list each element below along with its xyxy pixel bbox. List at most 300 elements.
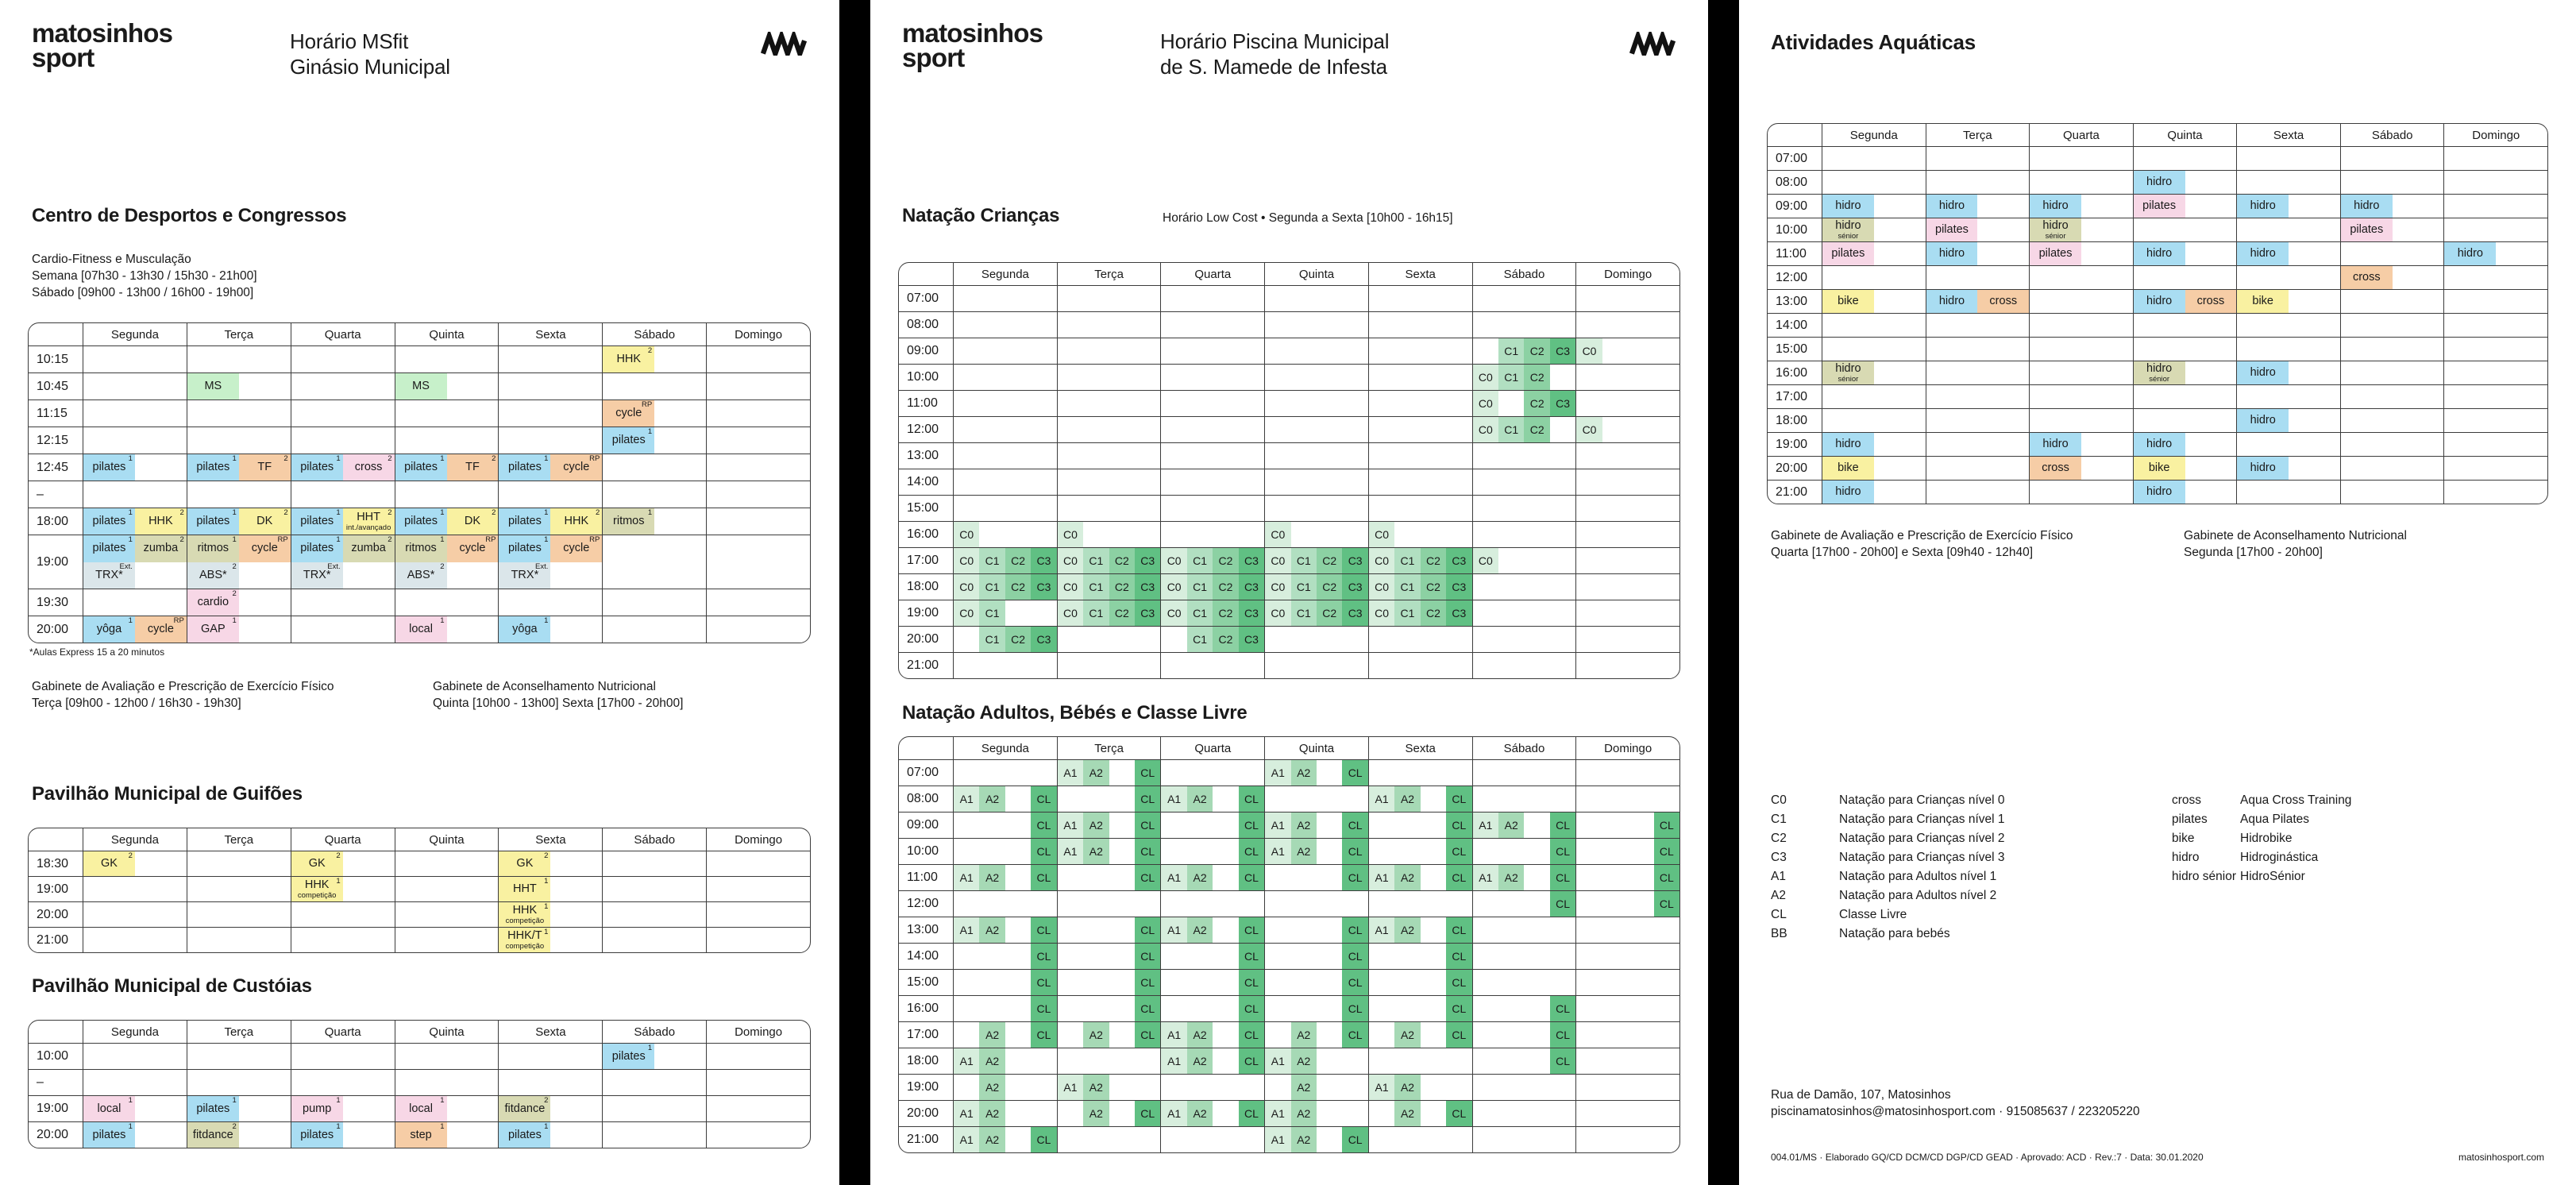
day-cell (1368, 760, 1472, 785)
day-cell (83, 481, 187, 508)
activity-label: C2 (1322, 580, 1337, 593)
time-label: 13:00 (1776, 294, 1808, 308)
table-row (29, 1095, 810, 1121)
activity-label: CL (1140, 766, 1155, 779)
day-cell (1472, 1048, 1576, 1074)
activity-chip (1265, 813, 1290, 838)
activity-chip (1926, 290, 1978, 313)
activity-label: C2 (1114, 554, 1129, 567)
activity-label: MS (412, 380, 430, 392)
legend-row (2172, 848, 2351, 867)
day-cell (1264, 996, 1368, 1021)
day-cell (291, 928, 395, 952)
activity-chip (395, 373, 447, 400)
legend-abbr: CL (1771, 908, 1787, 921)
day-cell (1160, 574, 1264, 600)
day-header: Segunda (953, 737, 1057, 759)
activity-label: C2 (1425, 554, 1440, 567)
table-row (899, 995, 1679, 1021)
activity-label: CL (1036, 1028, 1051, 1041)
activity-superscript: 2 (336, 851, 341, 860)
activity-chip (395, 1122, 447, 1148)
day-cell (1368, 1048, 1472, 1074)
day-cell (187, 928, 291, 952)
activity-label: pilates (92, 515, 126, 527)
activity-label: CL (1556, 818, 1571, 832)
day-cell (1160, 1127, 1264, 1152)
day-cell (291, 508, 395, 535)
legend-abbr: A1 (1771, 870, 1786, 883)
activity-chip (83, 851, 135, 876)
time-label: 21:00 (907, 658, 939, 672)
time-label: 14:00 (907, 475, 939, 488)
time-label: 11:15 (37, 406, 67, 420)
day-cell (1057, 813, 1161, 838)
day-cell (953, 443, 1057, 469)
day-cell (1057, 944, 1161, 969)
day-cell (187, 851, 291, 876)
day-cell (1160, 891, 1264, 917)
day-cell (1472, 312, 1576, 338)
activity-chip (1187, 1048, 1213, 1074)
activity-label: A1 (959, 870, 974, 884)
activity-label: A1 (1271, 1106, 1285, 1120)
activity-chip (1161, 1048, 1186, 1074)
day-cell (291, 1122, 395, 1148)
time-label: 16:00 (907, 1002, 939, 1015)
activity-chip (1342, 917, 1367, 943)
activity-label: C2 (1218, 554, 1233, 567)
activity-label: pilates (92, 461, 126, 473)
table-row (899, 917, 1679, 943)
day-cell (395, 1096, 499, 1121)
activity-label: A2 (1089, 1106, 1103, 1120)
time-label: 13:00 (907, 449, 939, 462)
gym-info-line: Semana [07h30 - 13h30 / 15h30 - 21h00] (32, 269, 257, 283)
day-cell (1822, 218, 1926, 241)
activity-chip (1550, 1022, 1575, 1048)
day-cell (706, 427, 810, 454)
day-cell (1472, 917, 1576, 943)
day-cell (1057, 760, 1161, 785)
day-cell (83, 1044, 187, 1069)
matosinhos-mm-logo-icon (1629, 32, 1676, 56)
day-header: Sábado (1472, 737, 1576, 759)
section-title-cdc: Centro de Desportos e Congressos (32, 205, 347, 226)
activity-chip (499, 1096, 550, 1121)
day-cell (1575, 365, 1679, 390)
day-cell (83, 877, 187, 901)
table-row (899, 338, 1679, 364)
day-cell (1160, 469, 1264, 495)
activity-chip (1135, 813, 1160, 838)
day-cell (706, 400, 810, 427)
activity-chip (979, 1075, 1005, 1100)
activity-chip (1822, 457, 1874, 480)
activity-label: pilates (507, 515, 542, 527)
activity-label: CL (1244, 1002, 1259, 1015)
activity-label: CL (1348, 844, 1363, 858)
activity-chip (343, 535, 395, 562)
activity-label: CL (1556, 1002, 1571, 1015)
activity-chip (1446, 813, 1471, 838)
activity-label: C0 (1375, 527, 1390, 541)
day-cell (1264, 1048, 1368, 1074)
day-header: Terça (1057, 737, 1161, 759)
activity-label: C1 (1089, 606, 1104, 620)
activity-label: C3 (1244, 554, 1259, 567)
day-cell (1264, 627, 1368, 652)
activity-label: C3 (1244, 580, 1259, 593)
activity-chip (187, 535, 239, 562)
activity-chip (1291, 760, 1317, 785)
time-label: 10:00 (907, 844, 939, 858)
activity-chip (343, 508, 395, 535)
activity-chip (499, 928, 550, 952)
activity-label: A2 (1089, 818, 1103, 832)
activity-superscript: 1 (544, 902, 549, 911)
legend-abbr: bike (2172, 832, 2195, 845)
activity-label: CL (1140, 1106, 1155, 1120)
day-cell (498, 1070, 602, 1095)
table-row (899, 969, 1679, 995)
activity-label: C3 (1348, 554, 1363, 567)
corner-cell (29, 323, 83, 345)
day-cell (2443, 385, 2547, 408)
table-header-row (1768, 124, 2547, 146)
day-cell (1057, 600, 1161, 626)
day-cell (1264, 548, 1368, 573)
corner-cell (29, 828, 83, 851)
activity-chip (1524, 417, 1549, 442)
day-cell (2443, 218, 2547, 241)
section-title-aqua: Atividades Aquáticas (1771, 30, 1976, 54)
day-cell (953, 786, 1057, 812)
day-cell (2133, 457, 2237, 480)
activity-label: A2 (1400, 792, 1415, 805)
activity-superscript: 2 (388, 508, 392, 517)
activity-chip (1394, 1022, 1420, 1048)
activity-label: CL (1348, 870, 1363, 884)
day-cell (1575, 786, 1679, 812)
activity-chip (1446, 996, 1471, 1021)
table-row (29, 876, 810, 901)
activity-chip (1446, 574, 1471, 600)
activity-label: CL (1348, 975, 1363, 989)
activity-label: TRX* (95, 568, 123, 581)
day-cell (187, 427, 291, 454)
day-cell (602, 902, 706, 927)
activity-chip (2341, 218, 2393, 241)
activity-label: A2 (1193, 1054, 1207, 1067)
activity-label: C3 (1036, 580, 1051, 593)
day-cell (1057, 391, 1161, 416)
activity-label: CL (1556, 1028, 1571, 1041)
legend-row (2172, 829, 2351, 848)
activity-label: C1 (985, 632, 1000, 646)
day-cell (498, 616, 602, 643)
day-cell (1057, 891, 1161, 917)
legend-abbr: C1 (1771, 813, 1787, 826)
day-cell (1057, 286, 1161, 311)
day-cell (2029, 457, 2133, 480)
activity-chip (83, 1096, 135, 1121)
day-header: Sábado (2340, 124, 2444, 146)
day-cell (602, 589, 706, 616)
day-cell (1575, 443, 1679, 469)
activity-label: hidro (2250, 414, 2276, 427)
activity-chip (1031, 786, 1056, 812)
activity-superscript: 2 (492, 508, 496, 517)
activity-label: A2 (1089, 766, 1103, 779)
day-cell (1160, 760, 1264, 785)
activity-chip (291, 508, 343, 535)
activity-superscript: 1 (544, 877, 549, 886)
activity-label: HHT (512, 882, 537, 895)
activity-label: C0 (1271, 527, 1286, 541)
day-cell (1575, 760, 1679, 785)
legend-desc: Hidrobike (2240, 832, 2293, 845)
activity-chip (1977, 290, 2029, 313)
gab-avaliacao-block (1771, 527, 2073, 561)
day-cell (953, 391, 1057, 416)
day-cell (395, 508, 499, 535)
corner-cell (899, 263, 953, 285)
day-cell (83, 928, 187, 952)
activity-label: hidro (2042, 199, 2069, 212)
day-cell (2133, 147, 2237, 170)
activity-chip (395, 562, 447, 589)
activity-label: A1 (1271, 818, 1285, 832)
activity-chip (187, 616, 239, 643)
activity-chip (1291, 1048, 1317, 1074)
day-header: Sexta (498, 1021, 602, 1043)
day-cell (1264, 760, 1368, 785)
lowcost-note: Horário Low Cost • Segunda a Sexta [10h00 - 16h15] (1163, 211, 1453, 225)
day-cell (706, 589, 810, 616)
day-cell (1160, 496, 1264, 521)
day-cell (706, 1096, 810, 1121)
day-cell (1264, 813, 1368, 838)
activity-label: A2 (1297, 1133, 1311, 1146)
day-cell (187, 346, 291, 372)
day-cell (498, 1096, 602, 1121)
activity-chip (1135, 548, 1160, 573)
activity-sublabel: competição (505, 941, 545, 951)
table-header-row (29, 1021, 810, 1043)
activity-chip (447, 454, 499, 481)
day-cell (2443, 147, 2547, 170)
day-cell (2236, 409, 2340, 432)
activity-label: HHK (564, 515, 589, 527)
day-cell (706, 851, 810, 876)
activity-label: A1 (1271, 1133, 1285, 1146)
activity-chip (1822, 218, 1874, 241)
activity-chip (1213, 574, 1238, 600)
day-cell (1575, 1127, 1679, 1152)
day-cell (395, 535, 499, 589)
activity-label: HHK (512, 903, 538, 917)
activity-chip (2237, 195, 2289, 218)
day-cell (953, 627, 1057, 652)
day-cell (2236, 195, 2340, 218)
activity-label: ABS* (199, 568, 227, 581)
day-cell (1575, 574, 1679, 600)
time-label: 19:00 (907, 1080, 939, 1094)
day-cell (395, 1070, 499, 1095)
activity-label: C2 (1011, 632, 1026, 646)
day-cell (1368, 1022, 1472, 1048)
time-label: 18:00 (907, 580, 939, 593)
activity-label: C0 (1478, 396, 1493, 410)
activity-chip (83, 562, 135, 589)
activity-chip (2237, 242, 2289, 265)
day-cell (953, 970, 1057, 995)
legend-row (1771, 810, 2005, 829)
gab-avaliacao-block (32, 678, 334, 712)
day-cell (1822, 242, 1926, 265)
activity-label: C2 (1322, 606, 1337, 620)
activity-chip (499, 508, 550, 535)
activity-chip (1213, 627, 1238, 652)
activity-label: A1 (959, 1133, 974, 1146)
day-cell (2029, 385, 2133, 408)
time-label: 10:45 (37, 379, 69, 393)
time-label: 12:15 (37, 433, 69, 447)
guifoes-schedule-table (28, 828, 811, 953)
day-cell (1368, 522, 1472, 547)
day-cell (395, 400, 499, 427)
day-cell (1472, 653, 1576, 678)
activity-label: pilates (1935, 223, 1969, 236)
table-row (1768, 241, 2547, 265)
activity-label: pilates (404, 461, 438, 473)
activity-superscript: 1 (440, 1096, 445, 1105)
day-header: Domingo (706, 1021, 810, 1043)
activity-chip (1369, 548, 1394, 573)
day-cell (1368, 496, 1472, 521)
day-cell (1160, 944, 1264, 969)
activity-chip (2030, 242, 2081, 265)
activity-label: C3 (1244, 606, 1259, 620)
day-cell (1160, 627, 1264, 652)
day-cell (953, 1022, 1057, 1048)
activity-label: CL (1036, 792, 1051, 805)
section-title-criancas: Natação Crianças (902, 205, 1060, 226)
day-cell (1472, 944, 1576, 969)
activity-chip (135, 616, 187, 643)
activity-label: A2 (1193, 1028, 1207, 1041)
time-label: 20:00 (1776, 461, 1808, 475)
activity-label: yôga (96, 623, 122, 635)
day-cell (1264, 365, 1368, 390)
day-cell (1368, 443, 1472, 469)
day-cell (1160, 1048, 1264, 1074)
table-row (29, 1043, 810, 1069)
day-header: Quarta (1160, 737, 1264, 759)
time-label: 12:00 (1776, 270, 1808, 284)
legend-abbr: BB (1771, 927, 1787, 940)
legend-desc: Natação para bebés (1839, 927, 1950, 940)
day-cell (1057, 548, 1161, 573)
day-cell (2133, 314, 2237, 337)
table-row (899, 285, 1679, 311)
activity-chip (1446, 548, 1471, 573)
activity-label: hidro (1835, 485, 1861, 498)
day-cell (1057, 786, 1161, 812)
day-cell (1575, 1075, 1679, 1100)
activity-chip (1473, 548, 1498, 573)
activity-chip (1031, 996, 1056, 1021)
activity-chip (979, 1101, 1005, 1126)
address-line: Rua de Damão, 107, Matosinhos (1771, 1088, 1951, 1102)
activity-chip (954, 600, 979, 626)
activity-chip (1109, 548, 1135, 573)
day-cell (498, 877, 602, 901)
day-cell (953, 839, 1057, 864)
activity-label: pump (303, 1102, 332, 1115)
day-cell (1368, 786, 1472, 812)
activity-label: hidro (1835, 438, 1861, 450)
day-cell (1264, 312, 1368, 338)
activity-label: CL (1036, 844, 1051, 858)
activity-chip (2030, 195, 2081, 218)
day-cell (1368, 469, 1472, 495)
table-row (1768, 170, 2547, 194)
day-cell (1368, 365, 1472, 390)
activity-chip (1550, 1048, 1575, 1074)
activity-chip (1369, 786, 1394, 812)
legend-abbr: hidro sénior (2172, 870, 2236, 883)
day-cell (2340, 218, 2444, 241)
table-row (1768, 432, 2547, 456)
activity-label: A1 (1479, 870, 1493, 884)
day-cell (395, 589, 499, 616)
activity-label: TF (257, 461, 272, 473)
day-cell (2236, 171, 2340, 194)
activity-chip (1135, 1101, 1160, 1126)
day-cell (1057, 522, 1161, 547)
day-cell (1368, 417, 1472, 442)
activity-superscript: 1 (232, 535, 237, 544)
activity-chip (1135, 786, 1160, 812)
activity-chip (1421, 600, 1446, 626)
activity-label: pilates (300, 515, 334, 527)
day-header: Quarta (291, 1021, 395, 1043)
day-cell (2029, 266, 2133, 289)
activity-chip (1550, 996, 1575, 1021)
time-label: 20:00 (37, 907, 69, 921)
activity-superscript: Ext. (119, 562, 133, 571)
legend-desc: Natação para Adultos nível 2 (1839, 889, 1997, 902)
day-cell (1368, 627, 1472, 652)
activity-label: GK (308, 857, 326, 870)
activity-superscript: 2 (595, 508, 600, 517)
day-cell (2236, 314, 2340, 337)
activity-chip (499, 902, 550, 927)
activity-chip (1822, 433, 1874, 456)
day-cell (1160, 1075, 1264, 1100)
gab-title: Gabinete de Avaliação e Prescrição de Exercício Físico (1771, 529, 2073, 542)
day-header: Sexta (1368, 737, 1472, 759)
activity-chip (1239, 970, 1264, 995)
activity-label: C1 (1296, 580, 1311, 593)
day-cell (953, 522, 1057, 547)
address-block (1771, 1087, 2140, 1120)
day-cell (1926, 409, 2030, 432)
activity-label: C3 (1452, 580, 1467, 593)
day-cell (1822, 195, 1926, 218)
